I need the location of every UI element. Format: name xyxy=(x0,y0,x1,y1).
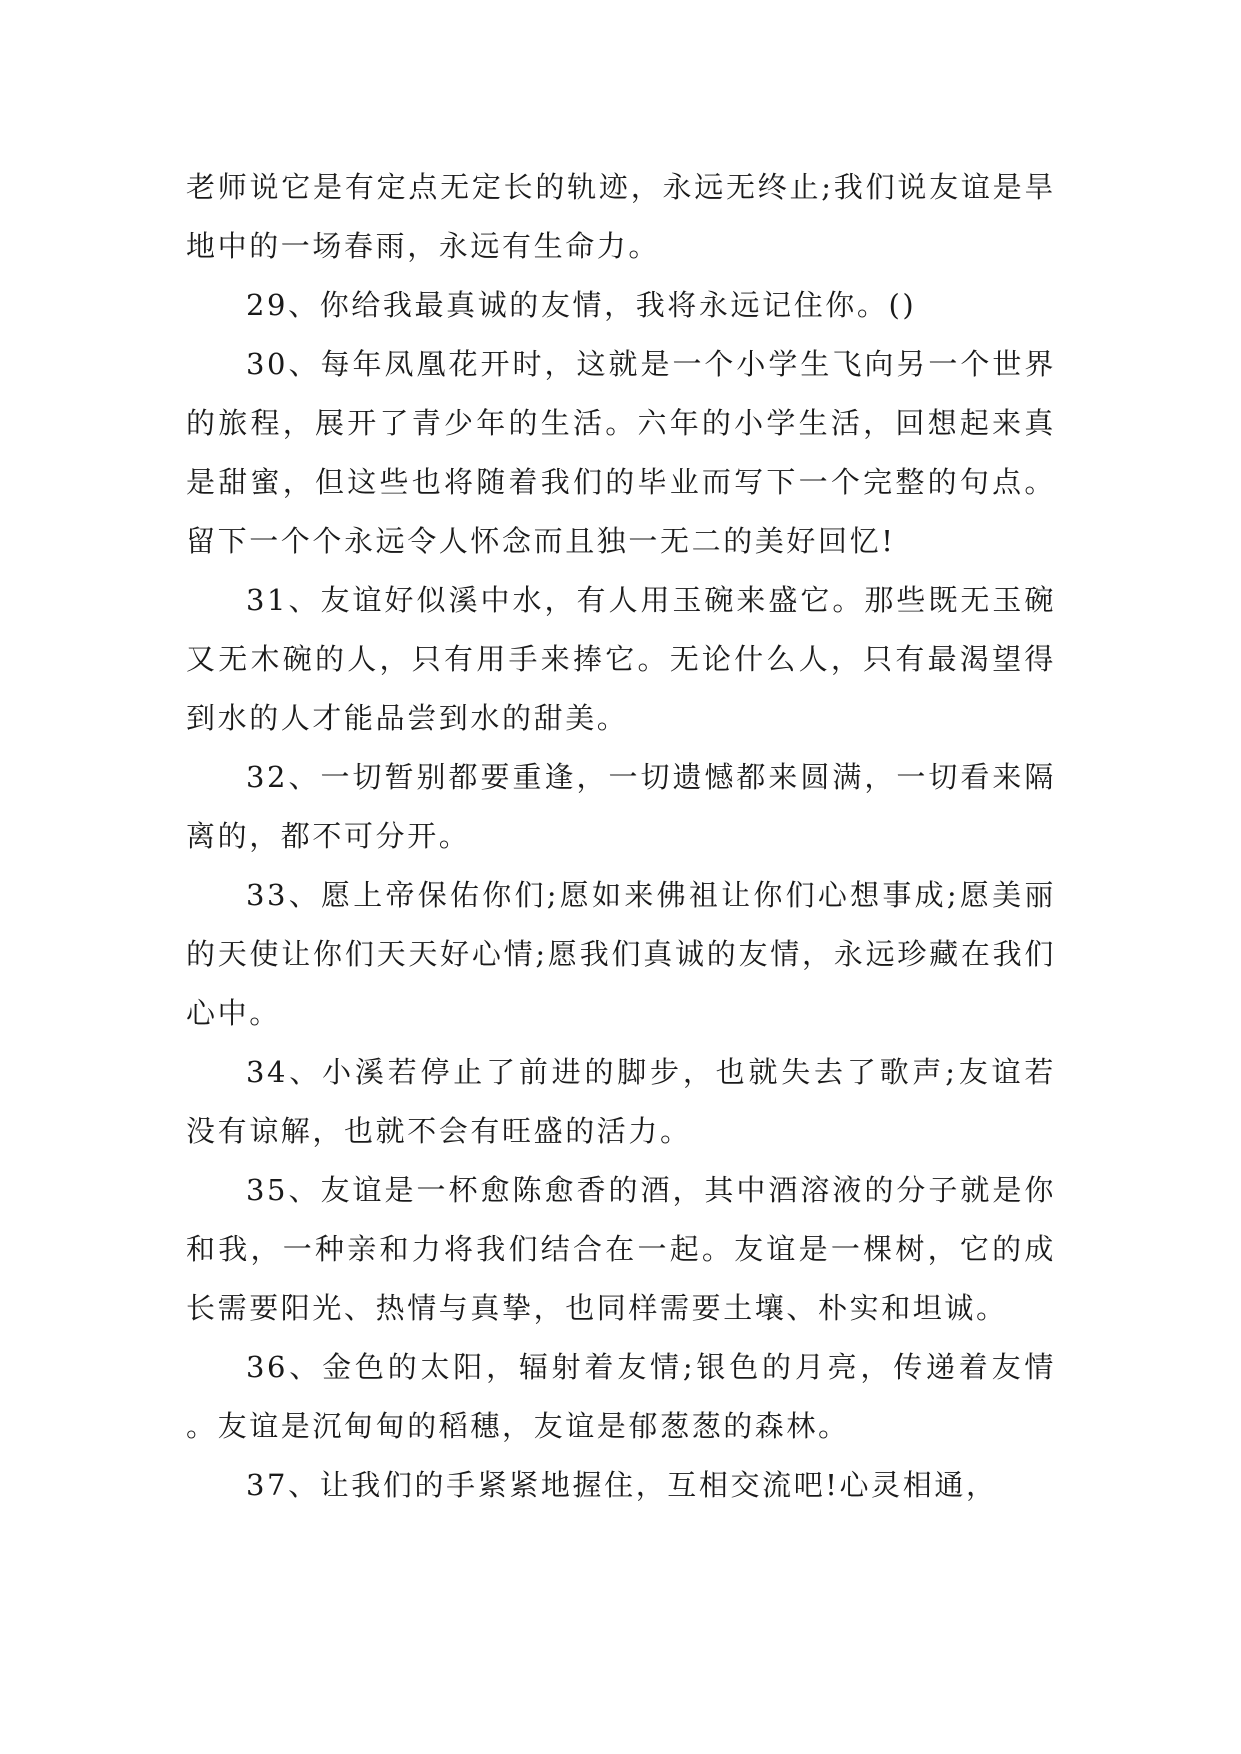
document-body xyxy=(186,158,1056,1515)
paragraph: 31、友谊好似溪中水，有人用玉碗来盛它。那些既无玉碗又无木碗的人，只有用手来捧它。无论什么人，只有最渴望得到水的人才能品尝到水的甜美。 xyxy=(186,583,1056,735)
paragraph: 35、友谊是一杯愈陈愈香的酒，其中酒溶液的分子就是你和我，一种亲和力将我们结合在一起。友谊是一棵树，它的成长需要阳光、热情与真挚，也同样需要土壤、朴实和坦诚。 xyxy=(186,1173,1056,1325)
paragraph: 36、金色的太阳，辐射着友情;银色的月亮，传递着友情。友谊是沉甸甸的稻穗，友谊是郁葱葱的森林。 xyxy=(186,1350,1056,1443)
paragraph: 37、让我们的手紧紧地握住，互相交流吧!心灵相通， xyxy=(246,1468,998,1502)
paragraph: 32、一切暂别都要重逢，一切遗憾都来圆满，一切看来隔离的，都不可分开。 xyxy=(186,760,1056,853)
paragraph: 29、你给我最真诚的友情，我将永远记住你。() xyxy=(246,288,917,322)
paragraph: 34、小溪若停止了前进的脚步，也就失去了歌声;友谊若没有谅解，也就不会有旺盛的活力。 xyxy=(186,1055,1056,1148)
paragraph: 30、每年凤凰花开时，这就是一个小学生飞向另一个世界的旅程，展开了青少年的生活。六年的小学生活，回想起来真是甜蜜，但这些也将随着我们的毕业而写下一个完整的句点。留下一个个永远令人怀念而且独一无二的美好回忆! xyxy=(186,347,1056,558)
paragraph: 33、愿上帝保佑你们;愿如来佛祖让你们心想事成;愿美丽的天使让你们天天好心情;愿我们真诚的友情，永远珍藏在我们心中。 xyxy=(186,878,1056,1030)
paragraph: 老师说它是有定点无定长的轨迹，永远无终止;我们说友谊是旱地中的一场春雨，永远有生命力。 xyxy=(186,170,1056,263)
